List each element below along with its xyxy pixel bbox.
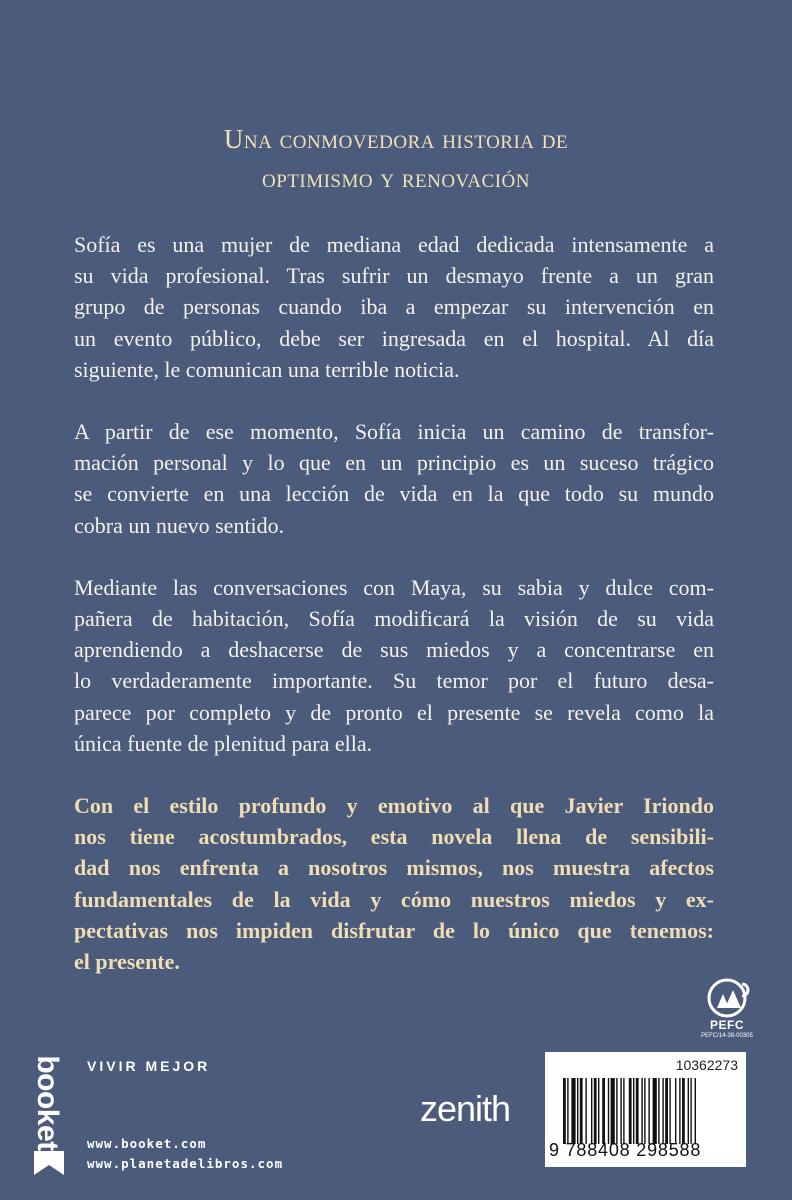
pefc-code: PEFC/14-38-00305 xyxy=(701,1033,753,1039)
text-line: parece por completo y de pronto el presente se revela como la xyxy=(74,699,714,725)
synopsis xyxy=(74,229,714,1008)
bookmark-icon xyxy=(34,1151,64,1175)
text-line: un evento público, debe ser ingresada en el hospital. Al día xyxy=(74,325,714,351)
website-link[interactable]: www.booket.com xyxy=(87,1136,207,1151)
booket-wordmark xyxy=(32,1055,62,1151)
text-line: su vida profesional. Tras sufrir un desmayo frente a un gran xyxy=(74,263,714,289)
headline-line-1: Una conmovedora historia de xyxy=(223,124,569,154)
text-line: pañera de habitación, Sofía modificará la visión de su vida xyxy=(74,606,714,632)
text-line: aprendiendo a deshacerse de sus miedos y a concentrarse en xyxy=(74,637,714,663)
text-line: lo verdaderamente importante. Su temor por el futuro desa- xyxy=(74,668,714,694)
text-line: nos tiene acostumbrados, esta novela llena de sensibili- xyxy=(74,824,714,850)
websites xyxy=(87,1134,283,1174)
headline xyxy=(0,120,792,198)
text-line: siguiente, le comunican una terrible noticia. xyxy=(74,356,460,382)
paragraph-3 xyxy=(74,572,714,759)
pefc-label: PEFC xyxy=(709,1018,744,1032)
collection-name: VIVIR MEJOR xyxy=(87,1058,211,1074)
barcode xyxy=(545,1052,746,1167)
booket-logo xyxy=(30,1055,70,1175)
pefc-logo xyxy=(696,978,758,1040)
text-line: pectativas nos impiden disfrutar de lo único que tenemos: xyxy=(74,917,714,943)
publisher-name: booket xyxy=(31,1055,64,1151)
text-line: Sofía es una mujer de mediana edad dedicada intensamente a xyxy=(74,232,714,257)
text-line: grupo de personas cuando iba a empezar su intervención en xyxy=(74,294,714,320)
text-line: Mediante las conversaciones con Maya, su sabia y dulce com- xyxy=(74,574,714,600)
product-code: 10362273 xyxy=(675,1057,738,1073)
text-line: cobra un nuevo sentido. xyxy=(74,512,285,538)
closing-paragraph xyxy=(74,790,714,977)
pefc-tree-icon xyxy=(704,978,750,1018)
text-line: se convierte en una lección de vida en la que todo su mundo xyxy=(74,481,714,507)
paragraph-1 xyxy=(74,229,714,385)
isbn-number: 9 788408 298588 xyxy=(549,1140,702,1160)
text-line: A partir de ese momento, Sofía inicia un camino de transfor- xyxy=(74,419,714,445)
barcode-bars xyxy=(563,1078,741,1144)
website-link[interactable]: www.planetadelibros.com xyxy=(87,1156,284,1171)
text-line: fundamentales de la vida y cómo nuestros miedos y ex- xyxy=(74,886,714,912)
text-line: Con el estilo profundo y emotivo al que Javier Iriondo xyxy=(74,793,714,819)
imprint-logo: zenith xyxy=(420,1088,511,1129)
headline-line-2: optimismo y renovación xyxy=(261,163,530,193)
text-line: dad nos enfrenta a nosotros mismos, nos muestra afectos xyxy=(74,855,714,881)
text-line: única fuente de plenitud para ella. xyxy=(74,730,373,756)
paragraph-2 xyxy=(74,416,714,541)
text-line: mación personal y lo que en un principio es un suceso trágico xyxy=(74,450,714,476)
text-line: el presente. xyxy=(74,949,180,975)
